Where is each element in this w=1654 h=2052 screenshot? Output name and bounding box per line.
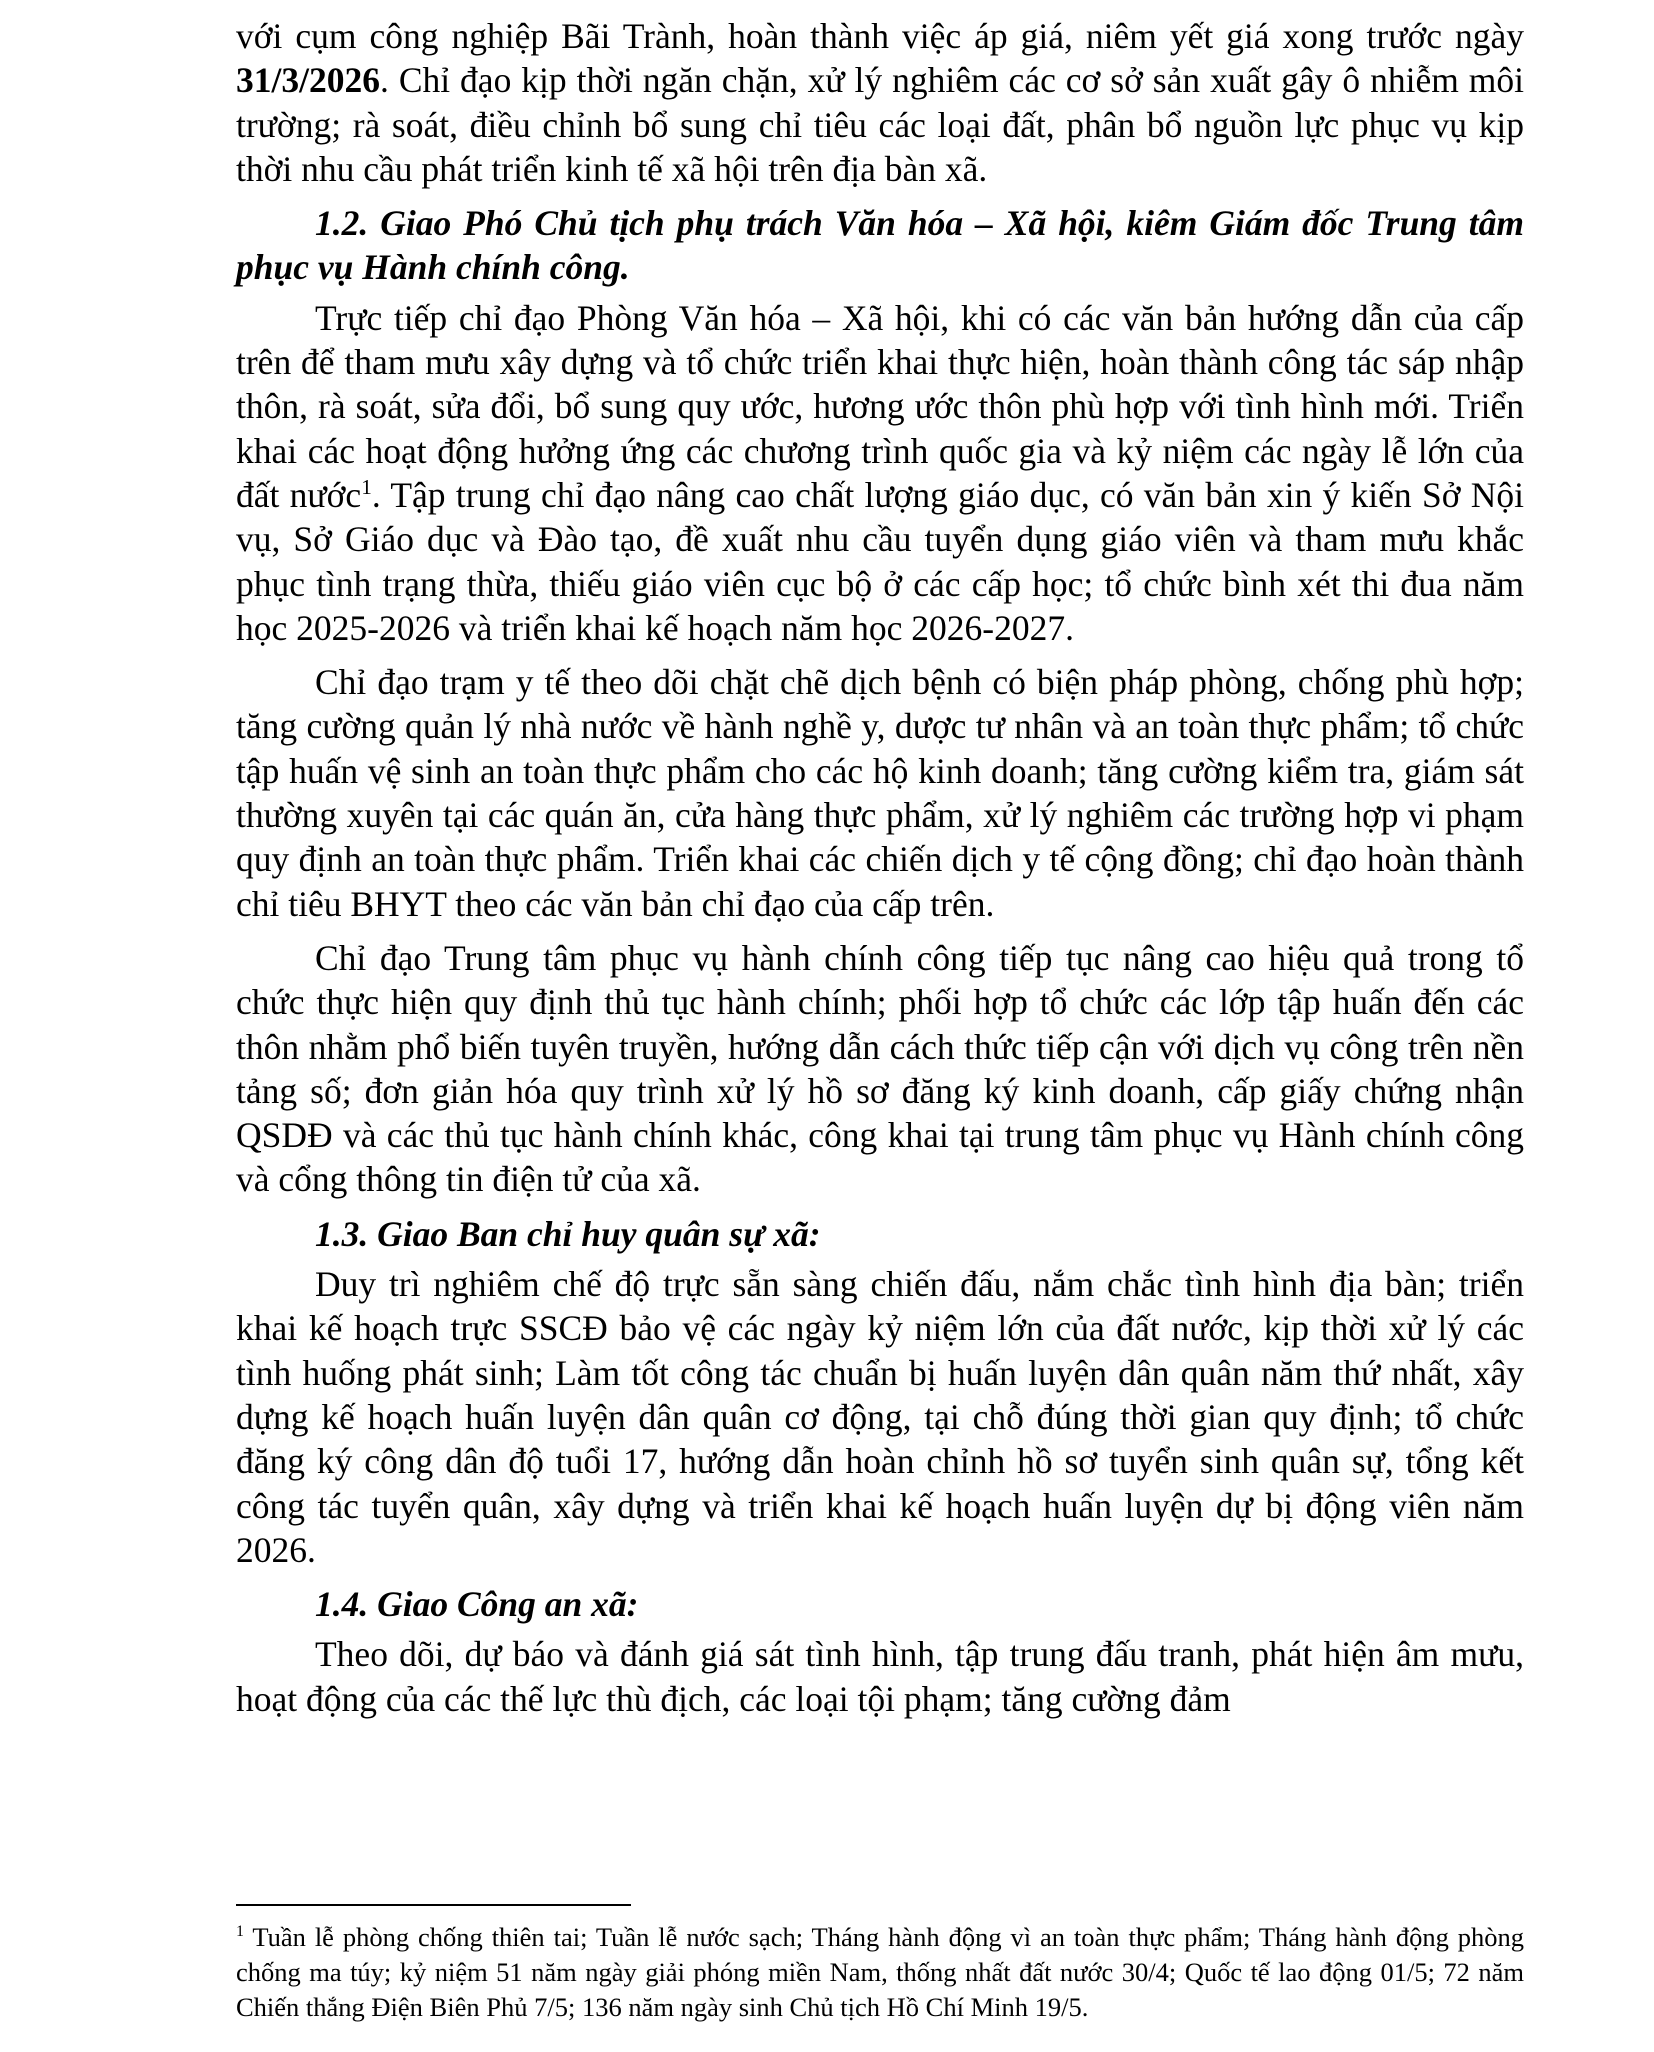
footnote-text: Tuần lễ phòng chống thiên tai; Tuần lễ nước sạch; Tháng hành động vì an toàn thực phẩm; Tháng hành động phòng chống ma túy; kỷ niệm 51 năm ngày giải phóng miền Nam, thống nhất đất nước 30/4; Quốc tế lao động 01/5; 72 năm Chiến thắng Điện Biên Phủ 7/5; 136 năm ngày sinh Chủ tịch Hồ Chí Minh 19/5.: [236, 1922, 1524, 2022]
section-heading-1-2: 1.2. Giao Phó Chủ tịch phụ trách Văn hóa – Xã hội, kiêm Giám đốc Trung tâm phục vụ Hành chính công.: [236, 203, 1524, 288]
paragraph-text: với cụm công nghiệp Bãi Trành, hoàn thành việc áp giá, niêm yết giá xong trước ngày: [236, 16, 1524, 56]
footnote: [236, 1920, 1524, 2025]
document-body: [236, 14, 1524, 1731]
footnote-reference[interactable]: 1: [361, 475, 372, 500]
paragraph-continuation: [236, 14, 1524, 191]
section-heading-1-4: 1.4. Giao Công an xã:: [315, 1584, 639, 1625]
paragraph-text: . Chỉ đạo kịp thời ngăn chặn, xử lý nghiêm các cơ sở sản xuất gây ô nhiễm môi trường; rà soát, điều chỉnh bổ sung chỉ tiêu các loại đất, phân bổ nguồn lực phục vụ kịp thời nhu cầu phát triển kinh tế xã hội trên địa bàn xã.: [236, 60, 1524, 189]
paragraph-military: Duy trì nghiêm chế độ trực sẵn sàng chiến đấu, nắm chắc tình hình địa bàn; triển khai kế hoạch trực SSCĐ bảo vệ các ngày kỷ niệm lớn của đất nước, kịp thời xử lý các tình huống phát sinh; Làm tốt công tác chuẩn bị huấn luyện dân quân năm thứ nhất, xây dựng kế hoạch huấn luyện dân quân cơ động, tại chỗ đúng thời gian quy định; tổ chức đăng ký công dân độ tuổi 17, hướng dẫn hoàn chỉnh hồ sơ tuyển sinh quân sự, tổng kết công tác tuyển quân, xây dựng và triển khai kế hoạch huấn luyện dự bị động viên năm 2026.: [236, 1264, 1524, 1570]
section-heading-1-3: 1.3. Giao Ban chỉ huy quân sự xã:: [315, 1213, 821, 1254]
paragraph-health: Chỉ đạo trạm y tế theo dõi chặt chẽ dịch bệnh có biện pháp phòng, chống phù hợp; tăng cường quản lý nhà nước về hành nghề y, dược tư nhân và an toàn thực phẩm; tổ chức tập huấn vệ sinh an toàn thực phẩm cho các hộ kinh doanh; tăng cường kiểm tra, giám sát thường xuyên tại các quán ăn, cửa hàng thực phẩm, xử lý nghiêm các trường hợp vi phạm quy định an toàn thực phẩm. Triển khai các chiến dịch y tế cộng đồng; chỉ đạo hoàn thành chỉ tiêu BHYT theo các văn bản chỉ đạo của cấp trên.: [236, 662, 1524, 924]
paragraph-public-service-center: Chỉ đạo Trung tâm phục vụ hành chính công tiếp tục nâng cao hiệu quả trong tổ chức thực hiện quy định thủ tục hành chính; phối hợp tổ chức các lớp tập huấn đến các thôn nhằm phổ biến tuyên truyền, hướng dẫn cách thức tiếp cận với dịch vụ công trên nền tảng số; đơn giản hóa quy trình xử lý hồ sơ đăng ký kinh doanh, cấp giấy chứng nhận QSDĐ và các thủ tục hành chính khác, công khai tại trung tâm phục vụ Hành chính công và cổng thông tin điện tử của xã.: [236, 937, 1524, 1200]
paragraph-text: Trực tiếp chỉ đạo Phòng Văn hóa – Xã hội, khi có các văn bản hướng dẫn của cấp trên để tham mưu xây dựng và tổ chức triển khai thực hiện, hoàn thành công tác sáp nhập thôn, rà soát, sửa đổi, bổ sung quy ước, hương ước thôn phù hợp với tình hình mới. Triển khai các hoạt động hưởng ứng các chương trình quốc gia và kỷ niệm các ngày lễ lớn của đất nước: [236, 297, 1524, 515]
paragraph-text: . Tập trung chỉ đạo nâng cao chất lượng giáo dục, có văn bản xin ý kiến Sở Nội vụ, Sở Giáo dục và Đào tạo, đề xuất nhu cầu tuyển dụng giáo viên và tham mưu khắc phục tình trạng thừa, thiếu giáo viên cục bộ ở các cấp học; tổ chức bình xét thi đua năm học 2025-2026 và triển khai kế hoạch năm học 2026-2027.: [236, 474, 1525, 648]
deadline-date: 31/3/2026: [236, 60, 380, 101]
paragraph-culture-society: [236, 296, 1524, 650]
footnote-separator: [236, 1904, 631, 1906]
paragraph-police: Theo dõi, dự báo và đánh giá sát tình hình, tập trung đấu tranh, phát hiện âm mưu, hoạt động của các thế lực thù địch, các loại tội phạm; tăng cường đảm: [236, 1634, 1524, 1719]
footnote-number: 1: [236, 1923, 244, 1941]
